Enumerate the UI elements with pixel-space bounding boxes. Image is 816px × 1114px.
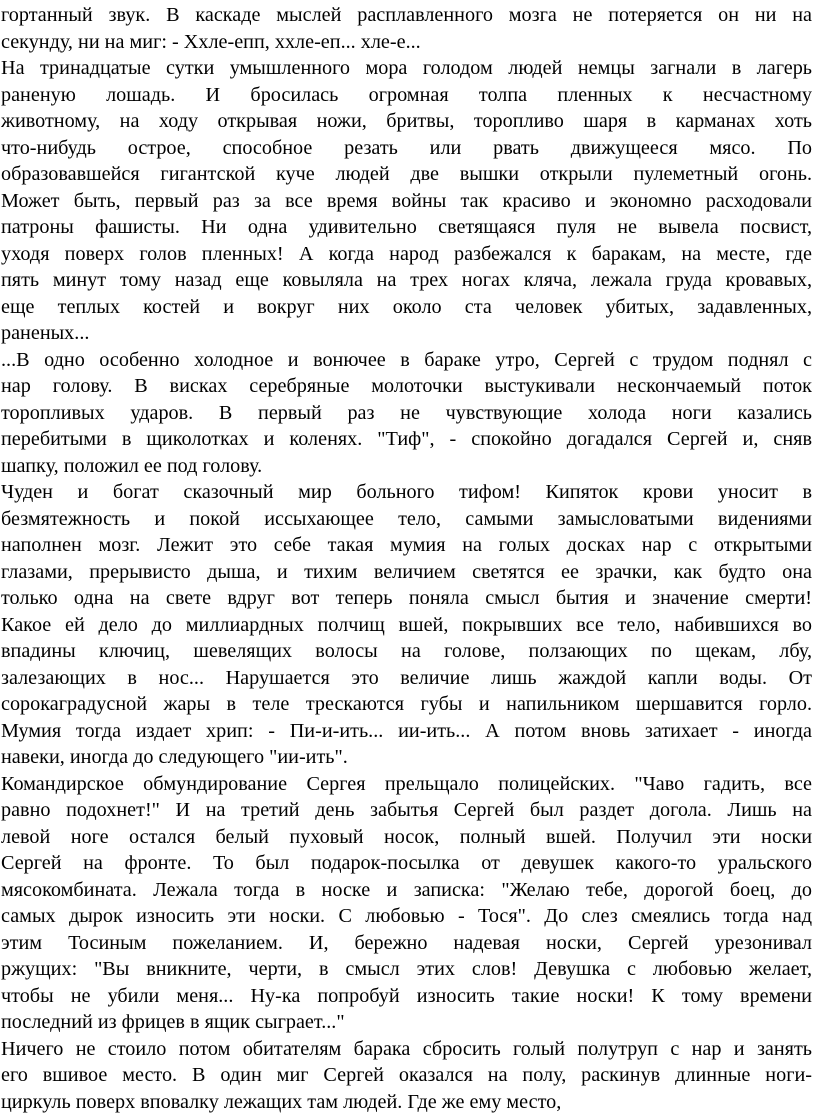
- text-line: навеки, иногда до следующего "ии-ить".: [1, 746, 348, 768]
- text-line: торопливых ударов. В первый раз не чувствующие холода ноги казались: [1, 401, 812, 424]
- text-line: сорокаградусной жары в теле трескаются губы и напильником шершавится горло.: [1, 693, 812, 715]
- text-line: только одна на свете вдруг вот теперь поняла смысл бытия и значение смерти!: [1, 587, 812, 609]
- text-line: Сергей на фронте. То был подарок-посылка от девушек какого-то уральского: [1, 852, 812, 874]
- text-line: гортанный звук. В каскаде мыслей расплавленного мозга не потеряется он ни на: [1, 4, 812, 26]
- text-line: циркуль поверх вповалку лежащих там людей. Где же ему место,: [1, 1090, 562, 1113]
- text-line: Командирское обмундирование Сергея прельщало полицейских. "Чаво гадить, все: [1, 772, 812, 795]
- text-line: мясокомбината. Лежала тогда в носке и записка: "Желаю тебе, дорогой боец, до: [1, 878, 812, 901]
- text-line: последний из фрицев в ящик сыграет...": [1, 1011, 345, 1033]
- paragraph: [1, 771, 812, 1036]
- text-line: перебитыми в щиколотках и коленях. "Тиф", - спокойно догадался Сергей и, сняв: [1, 428, 812, 450]
- paragraph: [1, 1036, 812, 1114]
- text-line: животному, на ходу открывая ножи, бритвы, торопливо шаря в карманах хоть: [1, 110, 812, 132]
- text-line: пять минут тому назад еще ковыляла на трех ногах кляча, лежала груда кровавых,: [1, 269, 812, 291]
- text-line: раненую лошадь. И бросилась огромная толпа пленных к несчастному: [1, 83, 812, 106]
- text-line: равно подохнет!" И на третий день забытья Сергей был раздет догола. Лишь на: [1, 799, 812, 821]
- text-line: образовавшейся гигантской куче людей две вышки открыли пулеметный огонь.: [1, 163, 812, 185]
- text-line: что-нибудь острое, способное резать или рвать движущееся мясо. По: [1, 136, 812, 159]
- text-line: глазами, прерывисто дыша, и тихим величием светятся ее зрачки, как будто она: [1, 560, 812, 583]
- paragraph: [1, 347, 812, 480]
- text-line: этим Тосиным пожеланием. И, бережно надевая носки, Сергей урезонивал: [1, 931, 812, 954]
- text-line: залезающих в нос... Нарушается это величие лишь жаждой капли воды. От: [1, 666, 812, 689]
- text-line: безмятежность и покой иссыхающее тело, самыми замысловатыми видениями: [1, 507, 812, 530]
- text-line: На тринадцатые сутки умышленного мора голодом людей немцы загнали в лагерь: [1, 57, 812, 79]
- text-line: Мумия тогда издает хрип: - Пи-и-ить... ии-ить... А потом вновь затихает - иногда: [1, 719, 812, 742]
- text-line: секунду, ни на миг: - Ххле-епп, ххле-еп... хле-е...: [1, 30, 421, 53]
- text-line: Чуден и богат сказочный мир больного тифом! Кипяток крови уносит в: [1, 481, 812, 503]
- text-line: ржущих: "Вы вникните, черти, в смысл этих слов! Девушка с любовью желает,: [1, 958, 812, 980]
- text-line: ...В одно особенно холодное и вонючее в бараке утро, Сергей с трудом поднял с: [1, 348, 812, 371]
- text-line: еще теплых костей и вокруг них около ста человек убитых, задавленных,: [1, 295, 812, 318]
- text-line: нар голову. В висках серебряные молоточки выстукивали нескончаемый поток: [1, 375, 812, 397]
- text-line: шапку, положил ее под голову.: [1, 454, 263, 477]
- text-line: патроны фашисты. Ни одна удивительно светящаяся пуля не вывела посвист,: [1, 216, 812, 238]
- text-line: Какое ей дело до миллиардных полчищ вшей, покрывших все тело, набившихся во: [1, 613, 812, 636]
- text-line: левой ноге остался белый пуховый носок, полный вшей. Получил эти носки: [1, 825, 812, 848]
- text-line: уходя поверх голов пленных! А когда народ разбежался к баракам, на месте, где: [1, 242, 812, 265]
- text-line: Ничего не стоило потом обитателям барака сбросить голый полутруп с нар и занять: [1, 1037, 812, 1060]
- paragraph: [1, 55, 812, 347]
- text-line: раненых...: [1, 322, 90, 344]
- text-line: впадины ключиц, шевелящих волосы на голове, ползающих по щекам, лбу,: [1, 640, 812, 662]
- text-line: наполнен мозг. Лежит это себе такая мумия на голых досках нар с открытыми: [1, 534, 812, 556]
- text-line: чтобы не убили меня... Ну-ка попробуй износить такие носки! К тому времени: [1, 984, 812, 1007]
- text-line: Может быть, первый раз за все время войны так красиво и экономно расходовали: [1, 189, 812, 212]
- paragraph: [1, 2, 812, 55]
- text-line: его вшивое место. В один миг Сергей оказался на полу, раскинув длинные ноги-: [1, 1064, 812, 1086]
- paragraph: [1, 479, 812, 771]
- text-line: самых дырок износить эти носки. С любовью - Тося". До слез смеялись тогда над: [1, 905, 812, 927]
